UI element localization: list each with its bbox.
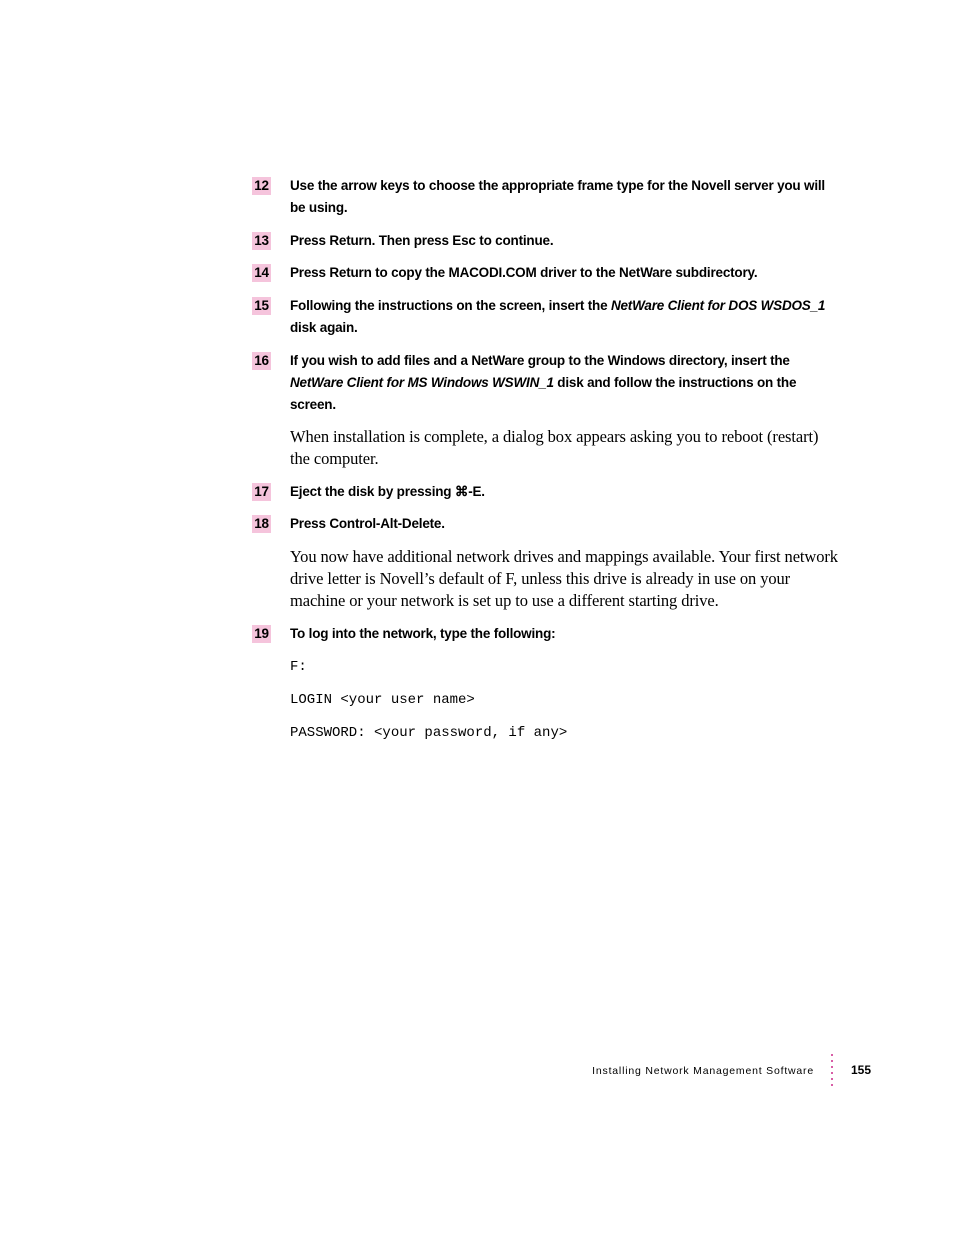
step-19 (252, 623, 842, 645)
step-text-lead: If you wish to add files and a NetWare group to the Windows directory, insert the (290, 353, 790, 368)
step-text-tail: disk again. (290, 320, 358, 335)
step-text: Eject the disk by pressing ⌘-E. (290, 484, 485, 499)
step-number: 19 (252, 625, 271, 643)
network-drives-note: You now have additional network drives and mappings available. Your first network drive letter is Novell’s default of F, unless this drive is already in use on your machine or your network is set up to use a different starting drive. (290, 547, 838, 610)
step-17 (252, 481, 842, 503)
code-line-drive: F: (290, 659, 307, 675)
step-text-lead: Following the instructions on the screen, insert the (290, 298, 611, 313)
footer-dots (831, 1054, 835, 1094)
step-13 (252, 230, 842, 252)
step-number: 15 (252, 297, 271, 315)
step-12 (252, 175, 842, 219)
step-15 (252, 295, 842, 339)
step-text: Press Control-Alt-Delete. (290, 516, 445, 531)
code-line-login: LOGIN <your user name> (290, 692, 475, 708)
disk-name: NetWare Client for DOS WSDOS_1 (610, 298, 826, 313)
step-text: Press Return. Then press Esc to continue. (290, 233, 554, 248)
disk-name: NetWare Client for MS Windows WSWIN_1 (290, 375, 554, 390)
step-number: 16 (252, 352, 271, 370)
step-text-tail: disk and follow the instructions on the screen. (290, 375, 797, 412)
step-number: 17 (252, 483, 271, 501)
step-number: 13 (252, 232, 271, 250)
installation-note: When installation is complete, a dialog box appears asking you to reboot (restart) the computer. (290, 427, 819, 468)
code-line-password: PASSWORD: <your password, if any> (290, 725, 568, 741)
step-16 (252, 350, 842, 416)
step-number: 14 (252, 264, 271, 282)
step-14 (252, 262, 842, 284)
step-number: 12 (252, 177, 271, 195)
page-number: 155 (851, 1063, 872, 1077)
instruction-steps (252, 175, 842, 744)
step-number: 18 (252, 515, 271, 533)
footer-section-title: Installing Network Management Software (592, 1065, 814, 1077)
step-text: Press Return to copy the MACODI.COM driver to the NetWare subdirectory. (290, 265, 758, 280)
step-text: Use the arrow keys to choose the appropriate frame type for the Novell server you will be using. (290, 178, 825, 215)
step-18 (252, 513, 842, 535)
step-text: To log into the network, type the following: (290, 626, 556, 641)
